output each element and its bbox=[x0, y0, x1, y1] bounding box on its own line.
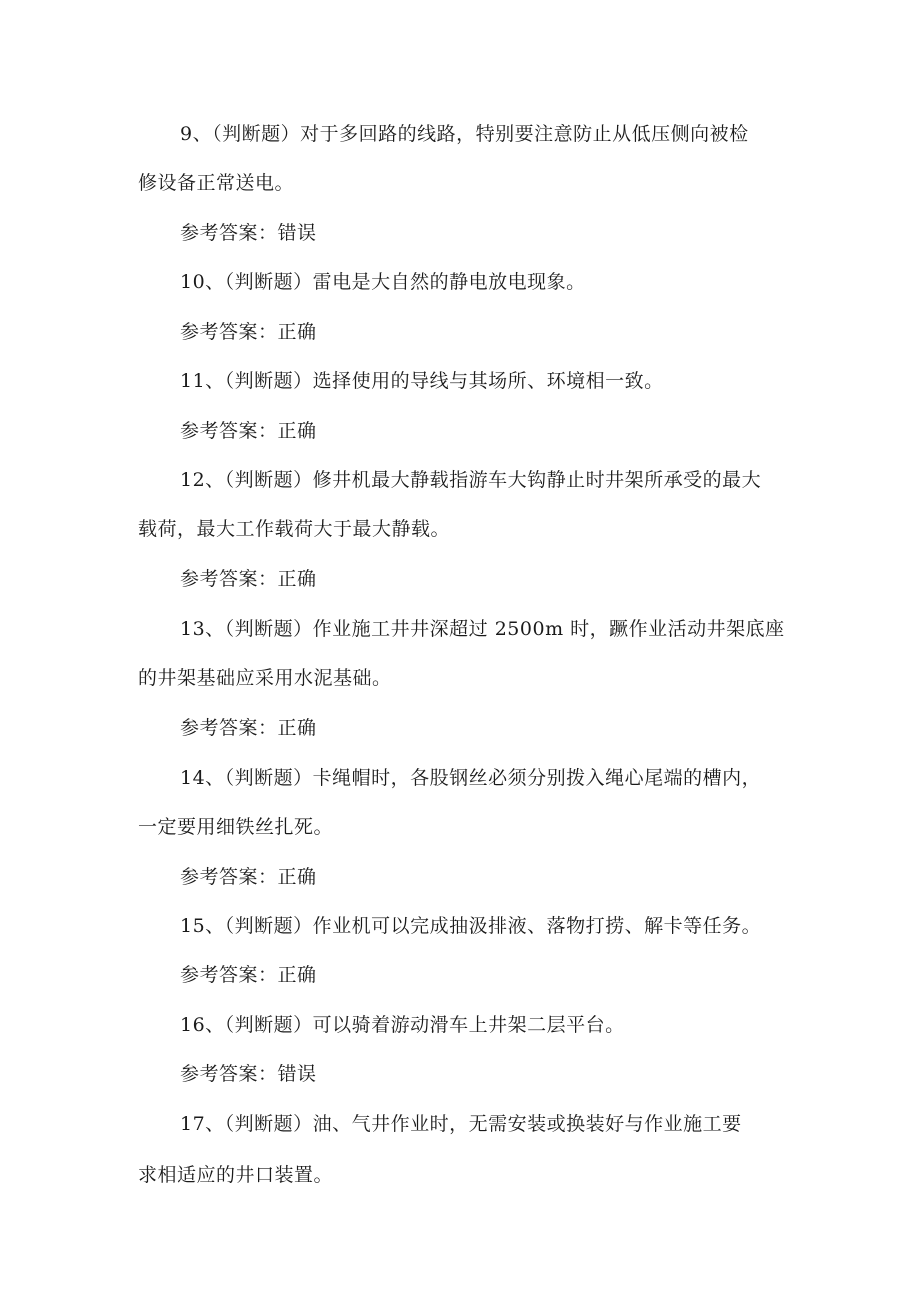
question-17-text: 17、（判断题）油、气井作业时，无需安装或换装好与作业施工要 bbox=[180, 1113, 742, 1135]
question-9-answer: 参考答案：错误 bbox=[180, 222, 317, 244]
question-14-text: 14、（判断题）卡绳帽时，各股钢丝必须分别拨入绳心尾端的槽内， bbox=[180, 767, 762, 789]
question-10-answer: 参考答案：正确 bbox=[180, 321, 317, 343]
question-14-text-cont: 一定要用细铁丝扎死。 bbox=[138, 816, 334, 838]
question-9-text: 9、（判断题）对于多回路的线路，特别要注意防止从低压侧向被检 bbox=[180, 123, 749, 145]
question-11-text: 11、（判断题）选择使用的导线与其场所、环境相一致。 bbox=[180, 370, 664, 392]
question-12-text-cont: 载荷，最大工作载荷大于最大静载。 bbox=[138, 518, 451, 540]
question-15-answer: 参考答案：正确 bbox=[180, 964, 317, 986]
question-13-text-cont: 的井架基础应采用水泥基础。 bbox=[138, 667, 392, 689]
question-16-answer: 参考答案：错误 bbox=[180, 1063, 317, 1085]
question-13-answer: 参考答案：正确 bbox=[180, 717, 317, 739]
question-11-answer: 参考答案：正确 bbox=[180, 420, 317, 442]
question-15-text: 15、（判断题）作业机可以完成抽汲排液、落物打捞、解卡等任务。 bbox=[180, 915, 762, 937]
question-12-text: 12、（判断题）修井机最大静载指游车大钩静止时井架所承受的最大 bbox=[180, 469, 762, 491]
question-10-text: 10、（判断题）雷电是大自然的静电放电现象。 bbox=[180, 271, 586, 293]
question-12-answer: 参考答案：正确 bbox=[180, 568, 317, 590]
question-9-text-cont: 修设备正常送电。 bbox=[138, 172, 295, 194]
question-13-text: 13、（判断题）作业施工井井深超过 2500m 时，蹶作业活动井架底座 bbox=[180, 618, 785, 640]
question-14-answer: 参考答案：正确 bbox=[180, 866, 317, 888]
question-16-text: 16、（判断题）可以骑着游动滑车上井架二层平台。 bbox=[180, 1014, 625, 1036]
question-17-text-cont: 求相适应的井口装置。 bbox=[138, 1164, 334, 1186]
